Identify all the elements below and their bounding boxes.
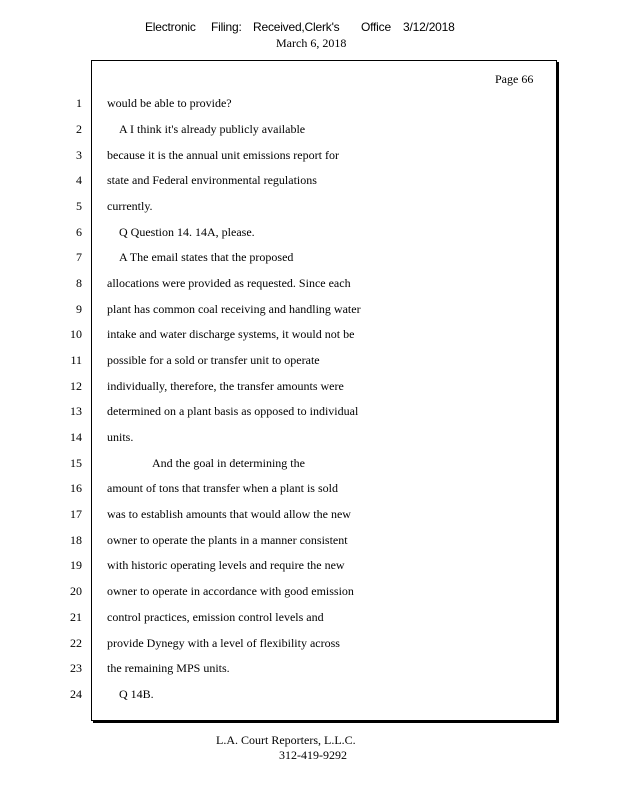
line-number: 11: [70, 353, 82, 367]
line-number: 16: [70, 481, 82, 495]
filing-stamp-word: 3/12/2018: [403, 20, 455, 34]
transcript-date: March 6, 2018: [276, 36, 347, 50]
line-number: 17: [70, 507, 82, 521]
line-text: Q Question 14. 14A, please.: [119, 225, 255, 239]
line-text: amount of tons that transfer when a plant is sold: [107, 481, 338, 495]
line-text: because it is the annual unit emissions report for: [107, 148, 339, 162]
page-number: Page 66: [495, 72, 534, 86]
line-number: 21: [70, 610, 82, 624]
line-number: 19: [70, 558, 82, 572]
line-text: owner to operate the plants in a manner consistent: [107, 533, 348, 547]
line-number: 13: [70, 404, 82, 418]
line-number: 6: [76, 225, 82, 239]
line-text: control practices, emission control levels and: [107, 610, 324, 624]
line-number: 7: [76, 250, 82, 264]
line-text: units.: [107, 430, 134, 444]
line-number: 15: [70, 456, 82, 470]
line-text: would be able to provide?: [107, 96, 232, 110]
line-number: 12: [70, 379, 82, 393]
line-number: 3: [76, 148, 82, 162]
filing-stamp-word: Filing:: [211, 20, 242, 34]
line-text: with historic operating levels and require the new: [107, 558, 345, 572]
line-text: state and Federal environmental regulations: [107, 173, 317, 187]
line-number: 20: [70, 584, 82, 598]
line-text: determined on a plant basis as opposed to individual: [107, 404, 359, 418]
filing-stamp-word: Electronic: [145, 20, 196, 34]
line-text: A I think it's already publicly available: [119, 122, 306, 136]
line-text: was to establish amounts that would allow the new: [107, 507, 351, 521]
line-text: the remaining MPS units.: [107, 661, 230, 675]
line-text: provide Dynegy with a level of flexibility across: [107, 636, 340, 650]
filing-stamp-word: Received,Clerk's: [253, 20, 340, 34]
reporter-phone: 312-419-9292: [279, 748, 347, 762]
line-text: A The email states that the proposed: [119, 250, 294, 264]
line-number: 24: [70, 687, 82, 701]
line-text: Q 14B.: [119, 687, 154, 701]
line-text: intake and water discharge systems, it would not be: [107, 327, 355, 341]
line-number: 14: [70, 430, 82, 444]
line-text: And the goal in determining the: [152, 456, 305, 470]
line-text: owner to operate in accordance with good emission: [107, 584, 354, 598]
line-number: 10: [70, 327, 82, 341]
line-text: possible for a sold or transfer unit to operate: [107, 353, 320, 367]
reporter-company: L.A. Court Reporters, L.L.C.: [216, 733, 356, 747]
line-text: individually, therefore, the transfer amounts were: [107, 379, 344, 393]
line-text: currently.: [107, 199, 153, 213]
line-number: 18: [70, 533, 82, 547]
filing-stamp-word: Office: [361, 20, 391, 34]
line-number: 9: [76, 302, 82, 316]
line-number: 4: [76, 173, 82, 187]
line-number: 5: [76, 199, 82, 213]
line-number: 2: [76, 122, 82, 136]
line-number: 22: [70, 636, 82, 650]
line-number: 1: [76, 96, 82, 110]
line-number: 23: [70, 661, 82, 675]
line-text: allocations were provided as requested. Since each: [107, 276, 351, 290]
line-number: 8: [76, 276, 82, 290]
line-text: plant has common coal receiving and handling water: [107, 302, 361, 316]
